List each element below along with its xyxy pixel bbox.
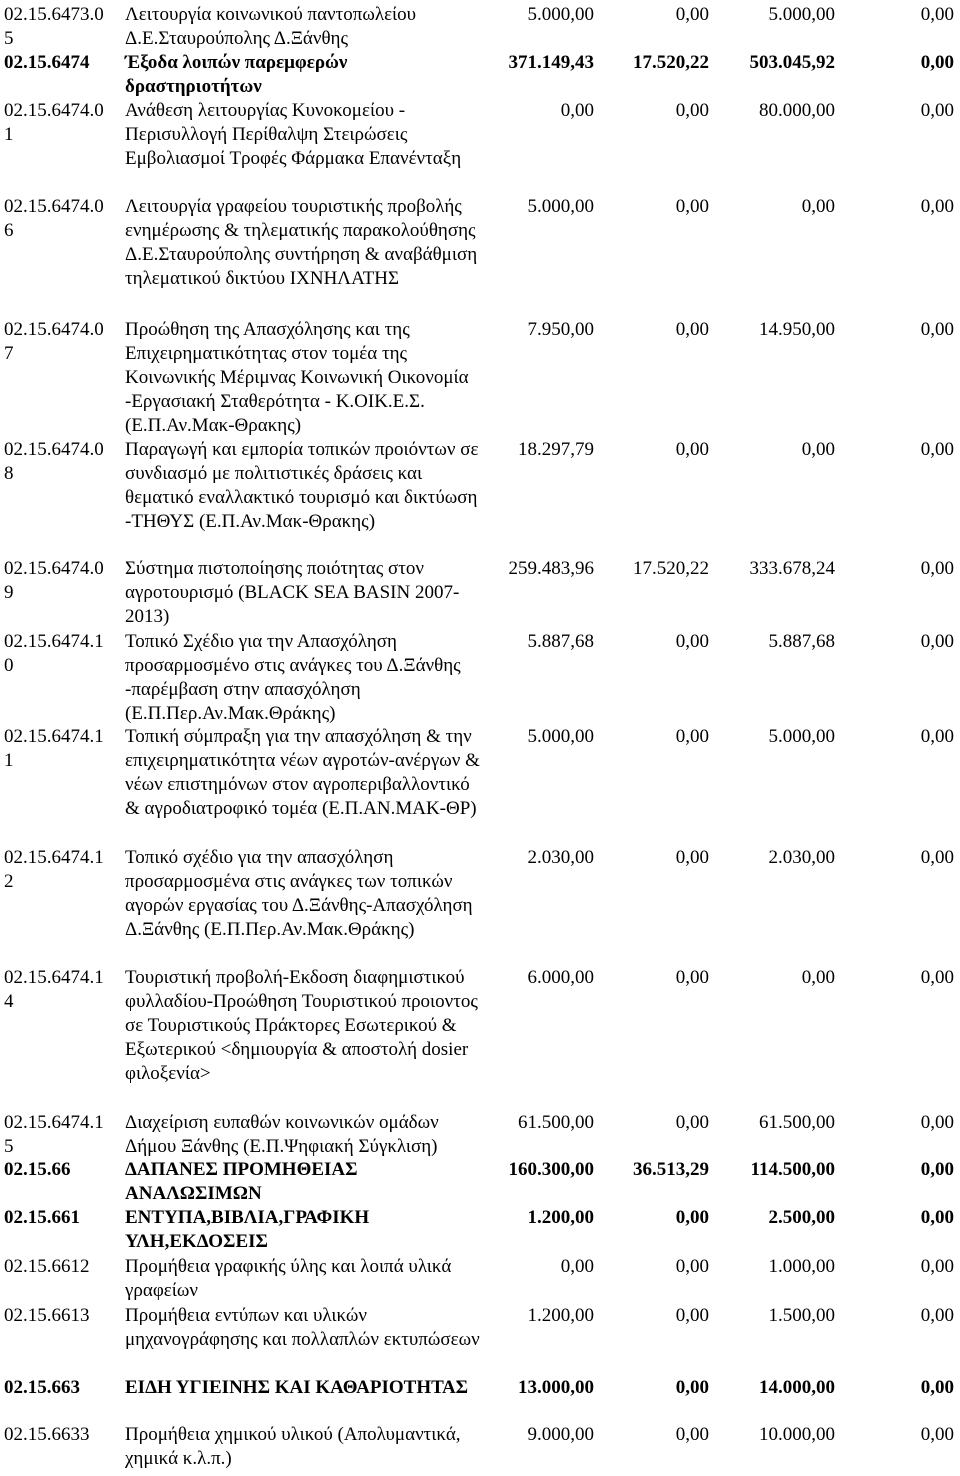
- amount-col-2: 0,00: [675, 847, 709, 868]
- amount-col-1: 1.200,00: [527, 1305, 594, 1326]
- amount-col-1: 259.483,96: [508, 558, 594, 579]
- amount-col-4: 0,00: [920, 967, 954, 988]
- account-code: 02.15.6473.0 5: [4, 4, 104, 49]
- amount-col-3: 2.030,00: [768, 847, 835, 868]
- amount-col-1: 5.000,00: [527, 4, 594, 25]
- amount-col-1: 7.950,00: [527, 319, 594, 340]
- account-code: 02.15.6633: [4, 1424, 90, 1445]
- account-code: 02.15.6474.1 0: [4, 631, 104, 676]
- amount-col-4: 0,00: [920, 631, 954, 652]
- amount-col-2: 0,00: [675, 100, 709, 121]
- amount-col-2: 0,00: [675, 967, 709, 988]
- amount-col-1: 5.000,00: [527, 726, 594, 747]
- amount-col-4: 0,00: [920, 847, 954, 868]
- account-description: ΕΙΔΗ ΥΓΙΕΙΝΗΣ ΚΑΙ ΚΑΘΑΡΙΟΤΗΤΑΣ: [125, 1377, 469, 1398]
- account-description: Τοπική σύμπραξη για την απασχόληση & την επιχειρηματικότητα νέων αγροτών-ανέργων & νέων επιστημόνων στον αγροπεριβαλλοντικό & αγροδιατροφικό τομέα (Ε.Π.ΑΝ.ΜΑΚ-ΘΡ): [125, 726, 480, 819]
- amount-col-3: 0,00: [801, 967, 835, 988]
- amount-col-4: 0,00: [920, 1256, 954, 1277]
- amount-col-4: 0,00: [920, 1305, 954, 1326]
- account-description: Παραγωγή και εμπορία τοπικών προιόντων σε συνδιασμό με πολιτιστικές δράσεις και θεματικό εναλλακτικό τουρισμό και δικτύωση -ΤΗΘΥΣ (Ε.Π.Αν.Μακ-Θρακης): [125, 439, 479, 532]
- amount-col-1: 160.300,00: [508, 1159, 594, 1180]
- amount-col-3: 14.950,00: [759, 319, 835, 340]
- amount-col-4: 0,00: [920, 1112, 954, 1133]
- account-description: Προώθηση της Απασχόλησης και της Επιχειρηματικότητας στον τομέα της Κοινωνικής Μέριμνας Κοινωνική Οικονομία -Εργασιακή Σταθερότητα - Κ.ΟΙΚ.Ε.Σ. (Ε.Π.Αν.Μακ-Θρακης): [125, 319, 469, 436]
- amount-col-2: 0,00: [675, 631, 709, 652]
- amount-col-3: 80.000,00: [759, 100, 835, 121]
- amount-col-3: 5.000,00: [768, 4, 835, 25]
- account-description: Τουριστική προβολή-Εκδοση διαφημιστικού φυλλαδίου-Προώθηση Τουριστικού προιοντος σε Τουριστικούς Πράκτορες Εσωτερικού & Εξωτερικού <δημιουργία & αποστολή dosier φιλοξενία>: [125, 967, 478, 1084]
- amount-col-4: 0,00: [920, 319, 954, 340]
- amount-col-4: 0,00: [920, 1424, 954, 1445]
- account-code: 02.15.6474.0 8: [4, 439, 104, 484]
- amount-col-3: 0,00: [801, 196, 835, 217]
- account-description: Διαχείριση ευπαθών κοινωνικών ομάδων Δήμου Ξάνθης (Ε.Π.Ψηφιακή Σύγκλιση): [125, 1112, 439, 1157]
- account-code: 02.15.66: [4, 1159, 71, 1180]
- account-code: 02.15.6474.1 5: [4, 1112, 104, 1157]
- amount-col-2: 0,00: [675, 1424, 709, 1445]
- amount-col-1: 61.500,00: [518, 1112, 594, 1133]
- amount-col-1: 5.000,00: [527, 196, 594, 217]
- amount-col-4: 0,00: [920, 1377, 954, 1398]
- amount-col-1: 5.887,68: [527, 631, 594, 652]
- amount-col-2: 0,00: [675, 726, 709, 747]
- amount-col-4: 0,00: [920, 1207, 954, 1228]
- amount-col-2: 0,00: [675, 4, 709, 25]
- account-code: 02.15.661: [4, 1207, 80, 1228]
- amount-col-1: 6.000,00: [527, 967, 594, 988]
- account-code: 02.15.6474.0 7: [4, 319, 104, 364]
- amount-col-3: 503.045,92: [749, 52, 835, 73]
- amount-col-3: 0,00: [801, 439, 835, 460]
- account-code: 02.15.663: [4, 1377, 80, 1398]
- amount-col-2: 36.513,29: [633, 1159, 709, 1180]
- account-code: 02.15.6474.0 6: [4, 196, 104, 241]
- amount-col-1: 0,00: [560, 1256, 594, 1277]
- amount-col-3: 5.887,68: [768, 631, 835, 652]
- amount-col-3: 1.000,00: [768, 1256, 835, 1277]
- amount-col-3: 61.500,00: [759, 1112, 835, 1133]
- amount-col-3: 114.500,00: [750, 1159, 835, 1180]
- amount-col-2: 0,00: [675, 1256, 709, 1277]
- amount-col-3: 1.500,00: [768, 1305, 835, 1326]
- amount-col-4: 0,00: [920, 52, 954, 73]
- amount-col-1: 13.000,00: [518, 1377, 594, 1398]
- amount-col-4: 0,00: [920, 1159, 954, 1180]
- amount-col-2: 0,00: [675, 1305, 709, 1326]
- account-description: Προμήθεια χημικού υλικού (Απολυμαντικά, χημικά κ.λ.π.): [125, 1424, 461, 1469]
- amount-col-1: 0,00: [560, 100, 594, 121]
- account-description: Έξοδα λοιπών παρεμφερών δραστηριοτήτων: [125, 52, 348, 97]
- account-description: Λειτουργία κοινωνικού παντοπωλείου Δ.Ε.Σταυρούπολης Δ.Ξάνθης: [125, 4, 417, 49]
- account-code: 02.15.6613: [4, 1305, 90, 1326]
- amount-col-4: 0,00: [920, 196, 954, 217]
- amount-col-2: 0,00: [675, 1207, 709, 1228]
- account-description: ΕΝΤΥΠΑ,ΒΙΒΛΙΑ,ΓΡΑΦΙΚΗ ΥΛΗ,ΕΚΔΟΣΕΙΣ: [125, 1207, 370, 1252]
- amount-col-2: 0,00: [675, 1112, 709, 1133]
- amount-col-2: 17.520,22: [633, 52, 709, 73]
- amount-col-3: 14.000,00: [759, 1377, 835, 1398]
- amount-col-4: 0,00: [920, 100, 954, 121]
- account-description: Σύστημα πιστοποίησης ποιότητας στον αγροτουρισμό (BLACK SEA BASIN 2007-2013): [125, 558, 460, 627]
- amount-col-4: 0,00: [920, 558, 954, 579]
- amount-col-2: 0,00: [675, 196, 709, 217]
- amount-col-2: 0,00: [675, 1377, 709, 1398]
- amount-col-1: 2.030,00: [527, 847, 594, 868]
- amount-col-3: 333.678,24: [749, 558, 835, 579]
- account-code: 02.15.6474.1 2: [4, 847, 104, 892]
- account-description: ΔΑΠΑΝΕΣ ΠΡΟΜΗΘΕΙΑΣ ΑΝΑΛΩΣΙΜΩΝ: [125, 1159, 358, 1204]
- account-description: Τοπικό σχέδιο για την απασχόληση προσαρμοσμένα στις ανάγκες των τοπικών αγορών εργασίας του Δ.Ξάνθης-Απασχόληση Δ.Ξάνθης (Ε.Π.Περ.Αν.Μακ.Θράκης): [125, 847, 473, 940]
- amount-col-2: 17.520,22: [633, 558, 709, 579]
- amount-col-3: 10.000,00: [759, 1424, 835, 1445]
- account-code: 02.15.6474.0 9: [4, 558, 104, 603]
- amount-col-4: 0,00: [920, 439, 954, 460]
- account-description: Προμήθεια εντύπων και υλικών μηχανογράφησης και πολλαπλών εκτυπώσεων: [125, 1305, 480, 1350]
- amount-col-1: 371.149,43: [508, 52, 594, 73]
- account-code: 02.15.6612: [4, 1256, 90, 1277]
- amount-col-4: 0,00: [920, 4, 954, 25]
- account-description: Τοπικό Σχέδιο για την Απασχόληση προσαρμοσμένο στις ανάγκες του Δ.Ξάνθης -παρέμβαση στην απασχόληση (Ε.Π.Περ.Αν.Μακ.Θράκης): [125, 631, 461, 724]
- amount-col-2: 0,00: [675, 439, 709, 460]
- account-description: Ανάθεση λειτουργίας Κυνοκομείου - Περισυλλογή Περίθαλψη Στειρώσεις Εμβολιασμοί Τροφές Φάρμακα Επανένταξη: [125, 100, 462, 169]
- amount-col-2: 0,00: [675, 319, 709, 340]
- account-code: 02.15.6474.0 1: [4, 100, 104, 145]
- account-code: 02.15.6474: [4, 52, 90, 73]
- account-code: 02.15.6474.1 4: [4, 967, 104, 1012]
- amount-col-3: 5.000,00: [768, 726, 835, 747]
- account-description: Προμήθεια γραφικής ύλης και λοιπά υλικά γραφείων: [125, 1256, 452, 1301]
- amount-col-3: 2.500,00: [768, 1207, 835, 1228]
- amount-col-1: 18.297,79: [518, 439, 594, 460]
- amount-col-4: 0,00: [920, 726, 954, 747]
- account-description: Λειτουργία γραφείου τουριστικής προβολής ενημέρωσης & τηλεματικής παρακολούθησης Δ.Ε.Σταυρούπολης συντήρηση & αναβάθμιση τηλεματικού δικτύου ΙΧΝΗΛΑΤΗΣ: [125, 196, 478, 289]
- amount-col-1: 1.200,00: [527, 1207, 594, 1228]
- account-code: 02.15.6474.1 1: [4, 726, 104, 771]
- amount-col-1: 9.000,00: [527, 1424, 594, 1445]
